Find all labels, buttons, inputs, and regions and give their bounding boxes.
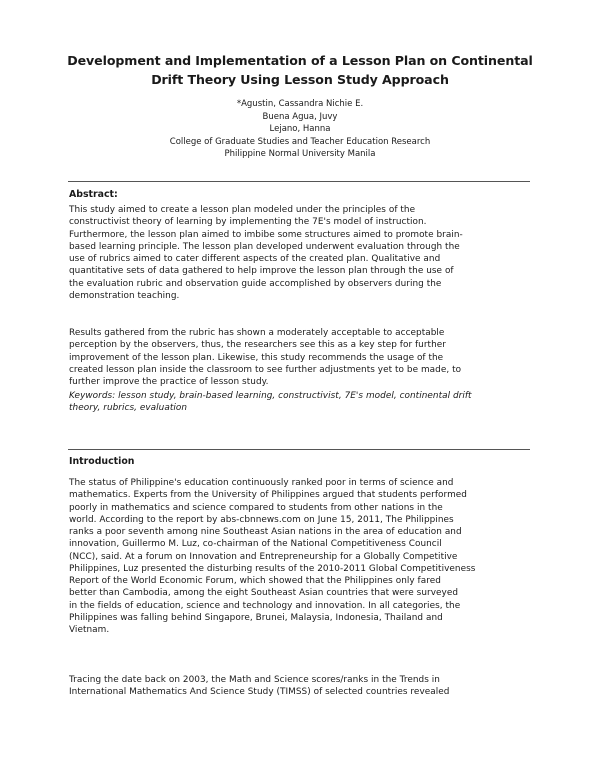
text-line: constructivist theory of learning by implementing the 7E's model of instruction. — [69, 217, 427, 228]
text-line: innovation, Guillermo M. Luz, co-chairman of the National Competitiveness Council — [69, 539, 442, 550]
paper-title — [60, 51, 540, 89]
text-line: demonstration teaching. — [69, 290, 180, 301]
text-line: the evaluation rubric and observation guide accomplished by observers during the — [69, 278, 442, 289]
text-line: based learning principle. The lesson plan developed underwent evaluation through the — [69, 241, 460, 252]
text-line: improvement of the lesson plan. Likewise, this study recommends the usage of the — [69, 352, 444, 363]
text-line: theory, rubrics, evaluation — [69, 403, 188, 414]
section-divider — [68, 449, 530, 450]
affiliation-line: College of Graduate Studies and Teacher Education Research — [169, 136, 431, 147]
text-line: International Mathematics And Science Study (TIMSS) of selected countries revealed — [69, 687, 450, 698]
author-line: *Agustin, Cassandra Nichie E. — [236, 99, 364, 109]
text-line: in the fields of education, science and technology and innovation. In all categories, the — [69, 600, 461, 611]
text-line: further improve the practice of lesson study. — [69, 377, 269, 387]
title-line: Development and Implementation of a Lesson Plan on Continental — [67, 53, 533, 68]
section-divider — [68, 181, 530, 182]
text-line: world. According to the report by abs-cbnnews.com on June 15, 2011, The Philippines — [69, 514, 454, 525]
text-line: created lesson plan inside the classroom to see further adjustments yet to be made, to — [69, 364, 462, 375]
text-line: (NCC), said. At a forum on Innovation and Entrepreneurship for a Globally Competitive — [69, 551, 458, 562]
text-line: better than Cambodia, among the eight Southeast Asian countries that were surveyed — [69, 588, 459, 599]
author-line: Lejano, Hanna — [269, 124, 331, 135]
text-line: Vietnam. — [69, 625, 110, 635]
author-block — [100, 98, 500, 161]
text-line: perception by the observers, thus, the researchers see this as a key step for further — [69, 340, 446, 351]
text-line: poorly in mathematics and science compared to students from other nations in the — [69, 502, 443, 513]
abstract-paragraph-2 — [69, 327, 535, 388]
text-line: ranks a poor seventh among nine Southeast Asian nations in the area of education and — [69, 527, 462, 537]
text-line: Furthermore, the lesson plan aimed to imbibe some structures aimed to promote brain- — [69, 229, 463, 240]
author-line: Buena Agua, Juvy — [262, 111, 338, 122]
text-line: mathematics. Experts from the University of Philippines argued that students performed — [69, 490, 467, 501]
introduction-paragraph-1 — [69, 477, 535, 636]
text-line: Philippines was falling behind Singapore, Brunei, Malaysia, Indonesia, Thailand and — [69, 612, 443, 623]
text-line: Report of the World Economic Forum, which showed that the Philippines only fared — [69, 576, 441, 586]
text-line: Results gathered from the rubric has shown a moderately acceptable to acceptable — [69, 328, 445, 338]
text-line: quantitative sets of data gathered to help improve the lesson plan through the use of — [69, 266, 454, 277]
text-line: Philippines, Luz presented the disturbing results of the 2010-2011 Global Competitiveness — [69, 563, 476, 574]
keywords — [69, 390, 535, 415]
text-line: Keywords: lesson study, brain-based learning, constructivist, 7E's model, continental drift — [69, 391, 472, 401]
text-line: Tracing the date back on 2003, the Math and Science scores/ranks in the Trends in — [69, 675, 440, 685]
text-line: This study aimed to create a lesson plan modeled under the principles of the — [69, 205, 416, 215]
introduction-heading: Introduction — [69, 456, 135, 467]
text-line: The status of Philippine's education continuously ranked poor in terms of science and — [69, 478, 454, 488]
text-line: use of rubrics aimed to cater different aspects of the created plan. Qualitative and — [69, 254, 441, 264]
affiliation-line: Philippine Normal University Manila — [224, 149, 376, 160]
title-line: Drift Theory Using Lesson Study Approach — [151, 72, 449, 87]
introduction-paragraph-2 — [69, 674, 535, 699]
abstract-paragraph-1 — [69, 204, 535, 302]
abstract-heading: Abstract: — [69, 189, 118, 200]
